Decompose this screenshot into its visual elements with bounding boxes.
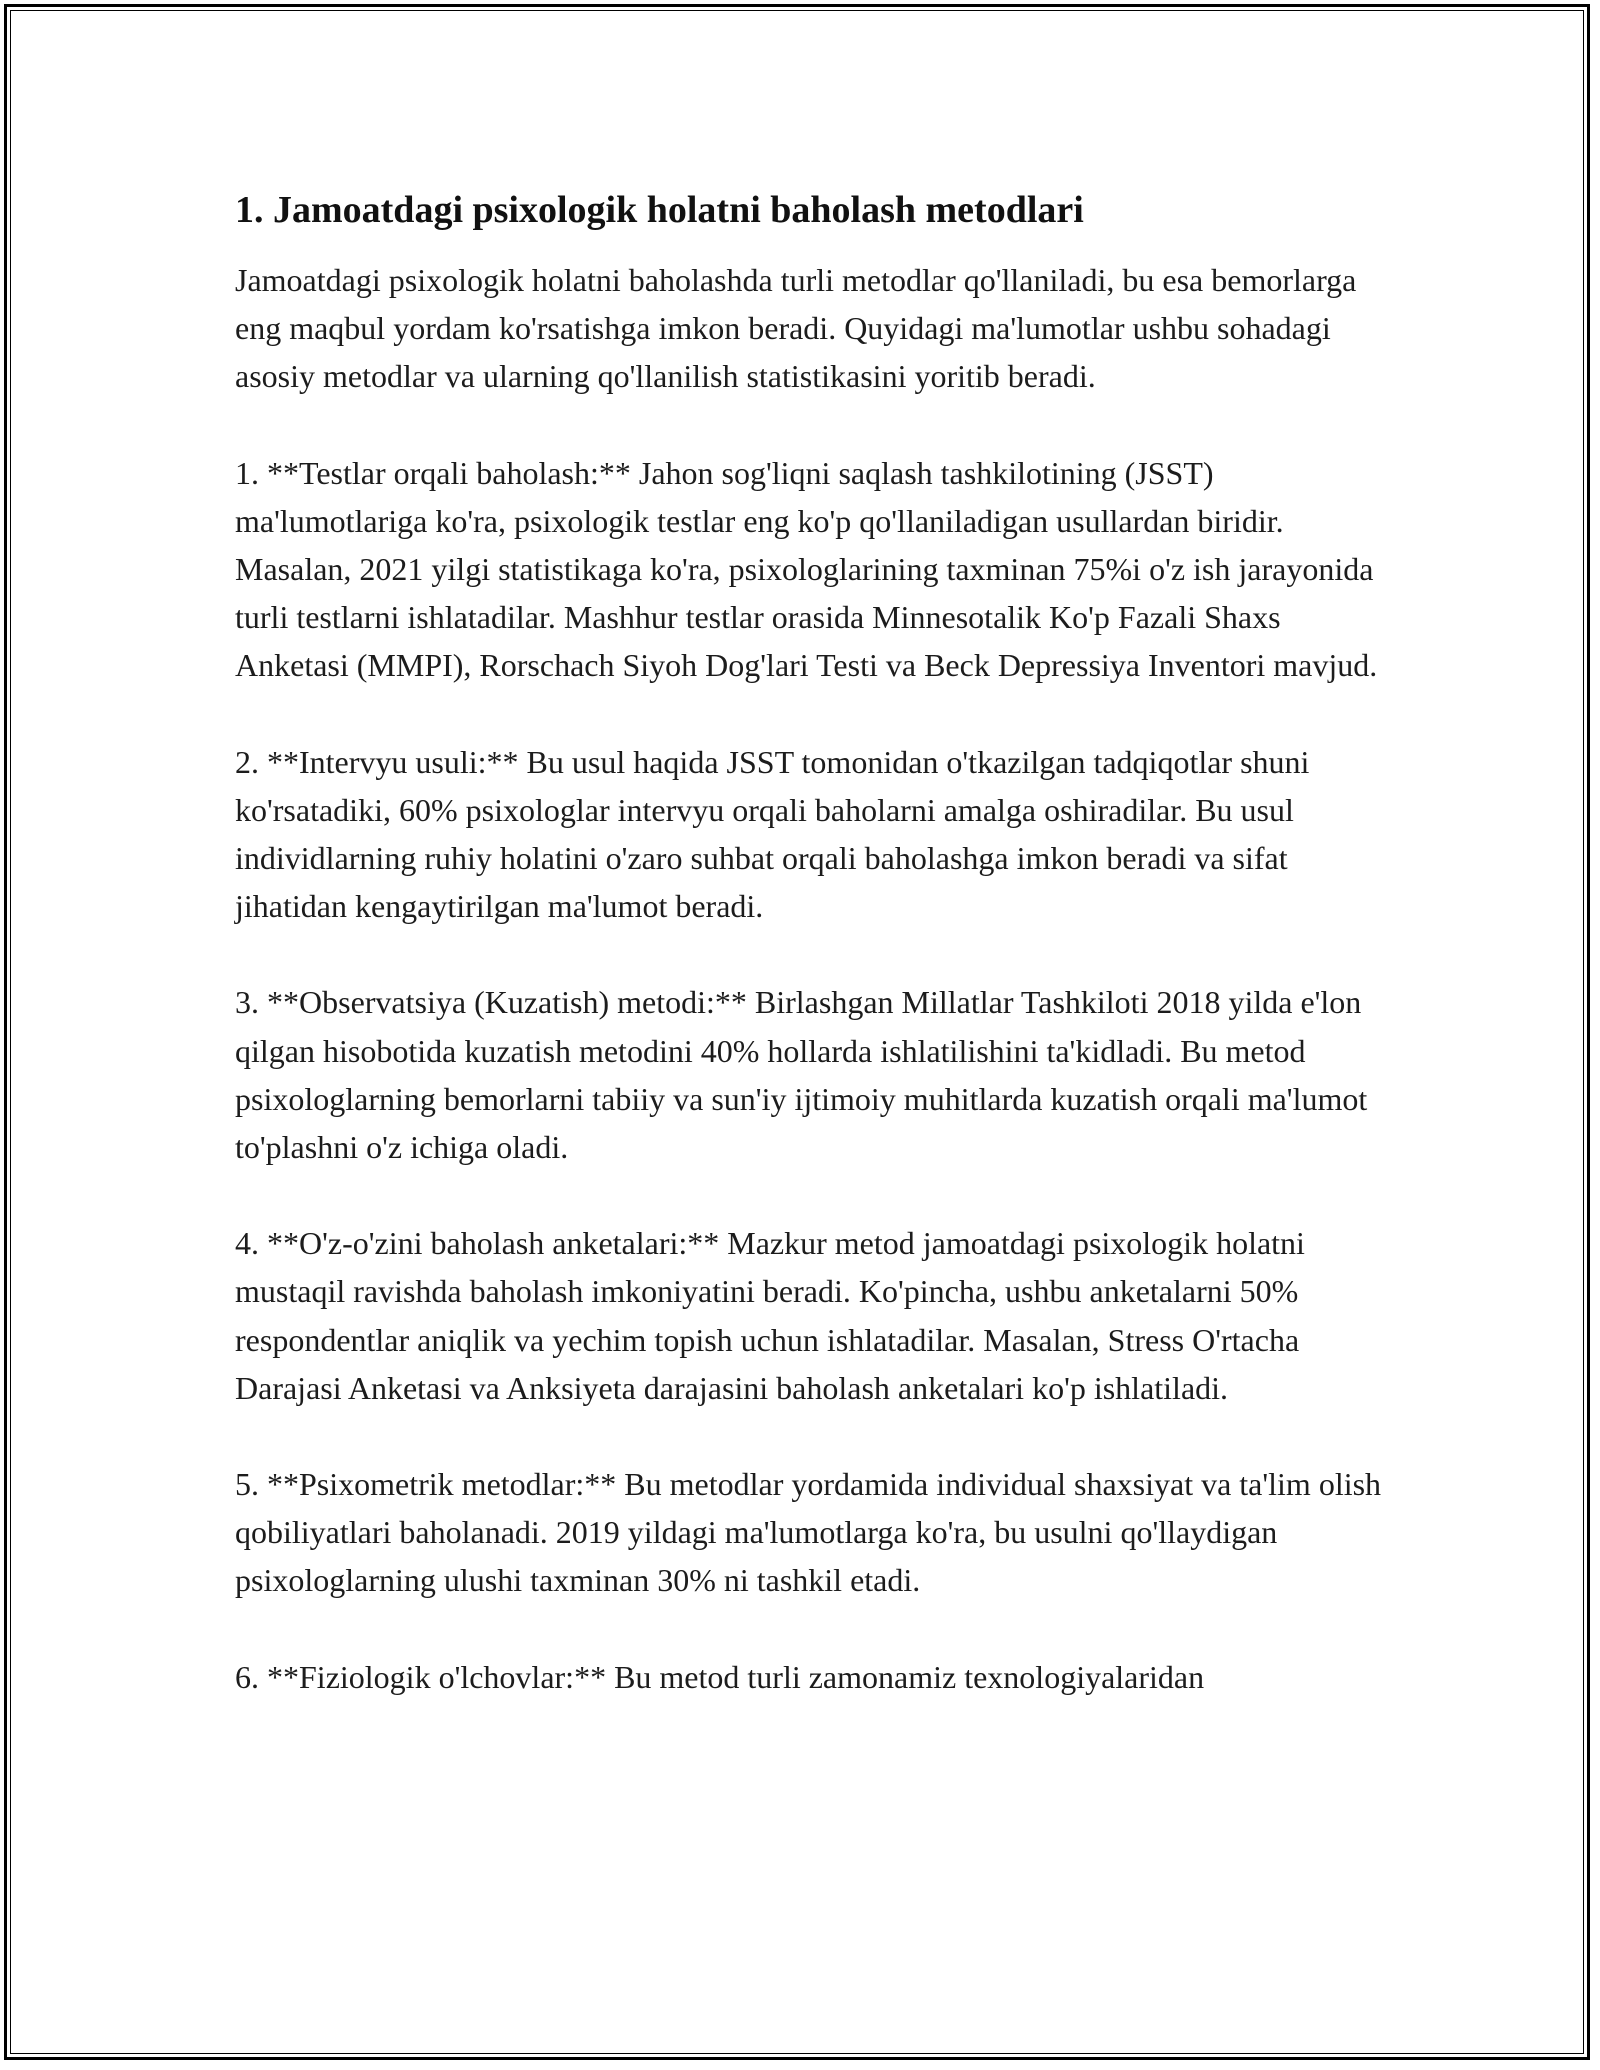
section-heading: 1. Jamoatdagi psixologik holatni baholash metodlari: [235, 189, 1084, 231]
intro-paragraph: Jamoatdagi psixologik holatni baholashda turli metodlar qo'llaniladi, bu esa bemorlarga eng maqbul yordam ko'rsatishga imkon beradi. Quyidagi ma'lumotlar ushbu sohadagi asosiy metodlar va ularning qo'llanilish statistikasini yoritib beradi.: [235, 262, 1357, 395]
paragraph-testlar: 1. **Testlar orqali baholash:** Jahon sog'liqni saqlash tashkilotining (JSST) ma'lumotlariga ko'ra, psixologik testlar eng ko'p qo'llaniladigan usullardan biridir. Masalan, 2021 yilgi statistikaga ko'ra, psixologlarining taxminan 75%i o'z ish jarayonida turli testlarni ishlatadilar. Mashhur testlar orasida Minnesotalik Ko'p Fazali Shaxs Anketasi (MMPI), Rorschach Siyoh Dog'lari Testi va Beck Depressiya Inventori mavjud.: [235, 454, 1378, 684]
paragraph-psixometrik: 5. **Psixometrik metodlar:** Bu metodlar yordamida individual shaxsiyat va ta'lim olish qobiliyatlari baholanadi. 2019 yildagi ma'lumotlarga ko'ra, bu usulni qo'llaydigan psixologlarning ulushi taxminan 30% ni tashkil etadi.: [235, 1466, 1382, 1599]
paragraph-intervyu: 2. **Intervyu usuli:** Bu usul haqida JSST tomonidan o'tkazilgan tadqiqotlar shuni ko'rsatadiki, 60% psixologlar intervyu orqali baholarni amalga oshiradilar. Bu usul individlarning ruhiy holatini o'zaro suhbat orqali baholashga imkon beradi va sifat jihatidan kengaytirilgan ma'lumot beradi.: [235, 743, 1310, 925]
paragraph-observatsiya: 3. **Observatsiya (Kuzatish) metodi:** Birlashgan Millatlar Tashkiloti 2018 yilda e'lon qilgan hisobotida kuzatish metodini 40% hollarda ishlatilishini ta'kidladi. Bu metod psixologlarning bemorlarni tabiiy va sun'iy ijtimoiy muhitlarda kuzatish orqali ma'lumot to'plashni o'z ichiga oladi.: [235, 984, 1368, 1166]
paragraph-fiziologik: 6. **Fiziologik o'lchovlar:** Bu metod turli zamonamiz texnologiyalaridan: [235, 1658, 1205, 1695]
paragraph-anketalar: 4. **O'z-o'zini baholash anketalari:** Mazkur metod jamoatdagi psixologik holatni mustaqil ravishda baholash imkoniyatini beradi. Ko'pincha, ushbu anketalarni 50% respondentlar aniqlik va yechim topish uchun ishlatadilar. Masalan, Stress O'rtacha Darajasi Anketasi va Anksiyeta darajasini baholash anketalari ko'p ishlatiladi.: [235, 1225, 1305, 1406]
document-body: [235, 186, 1385, 1749]
